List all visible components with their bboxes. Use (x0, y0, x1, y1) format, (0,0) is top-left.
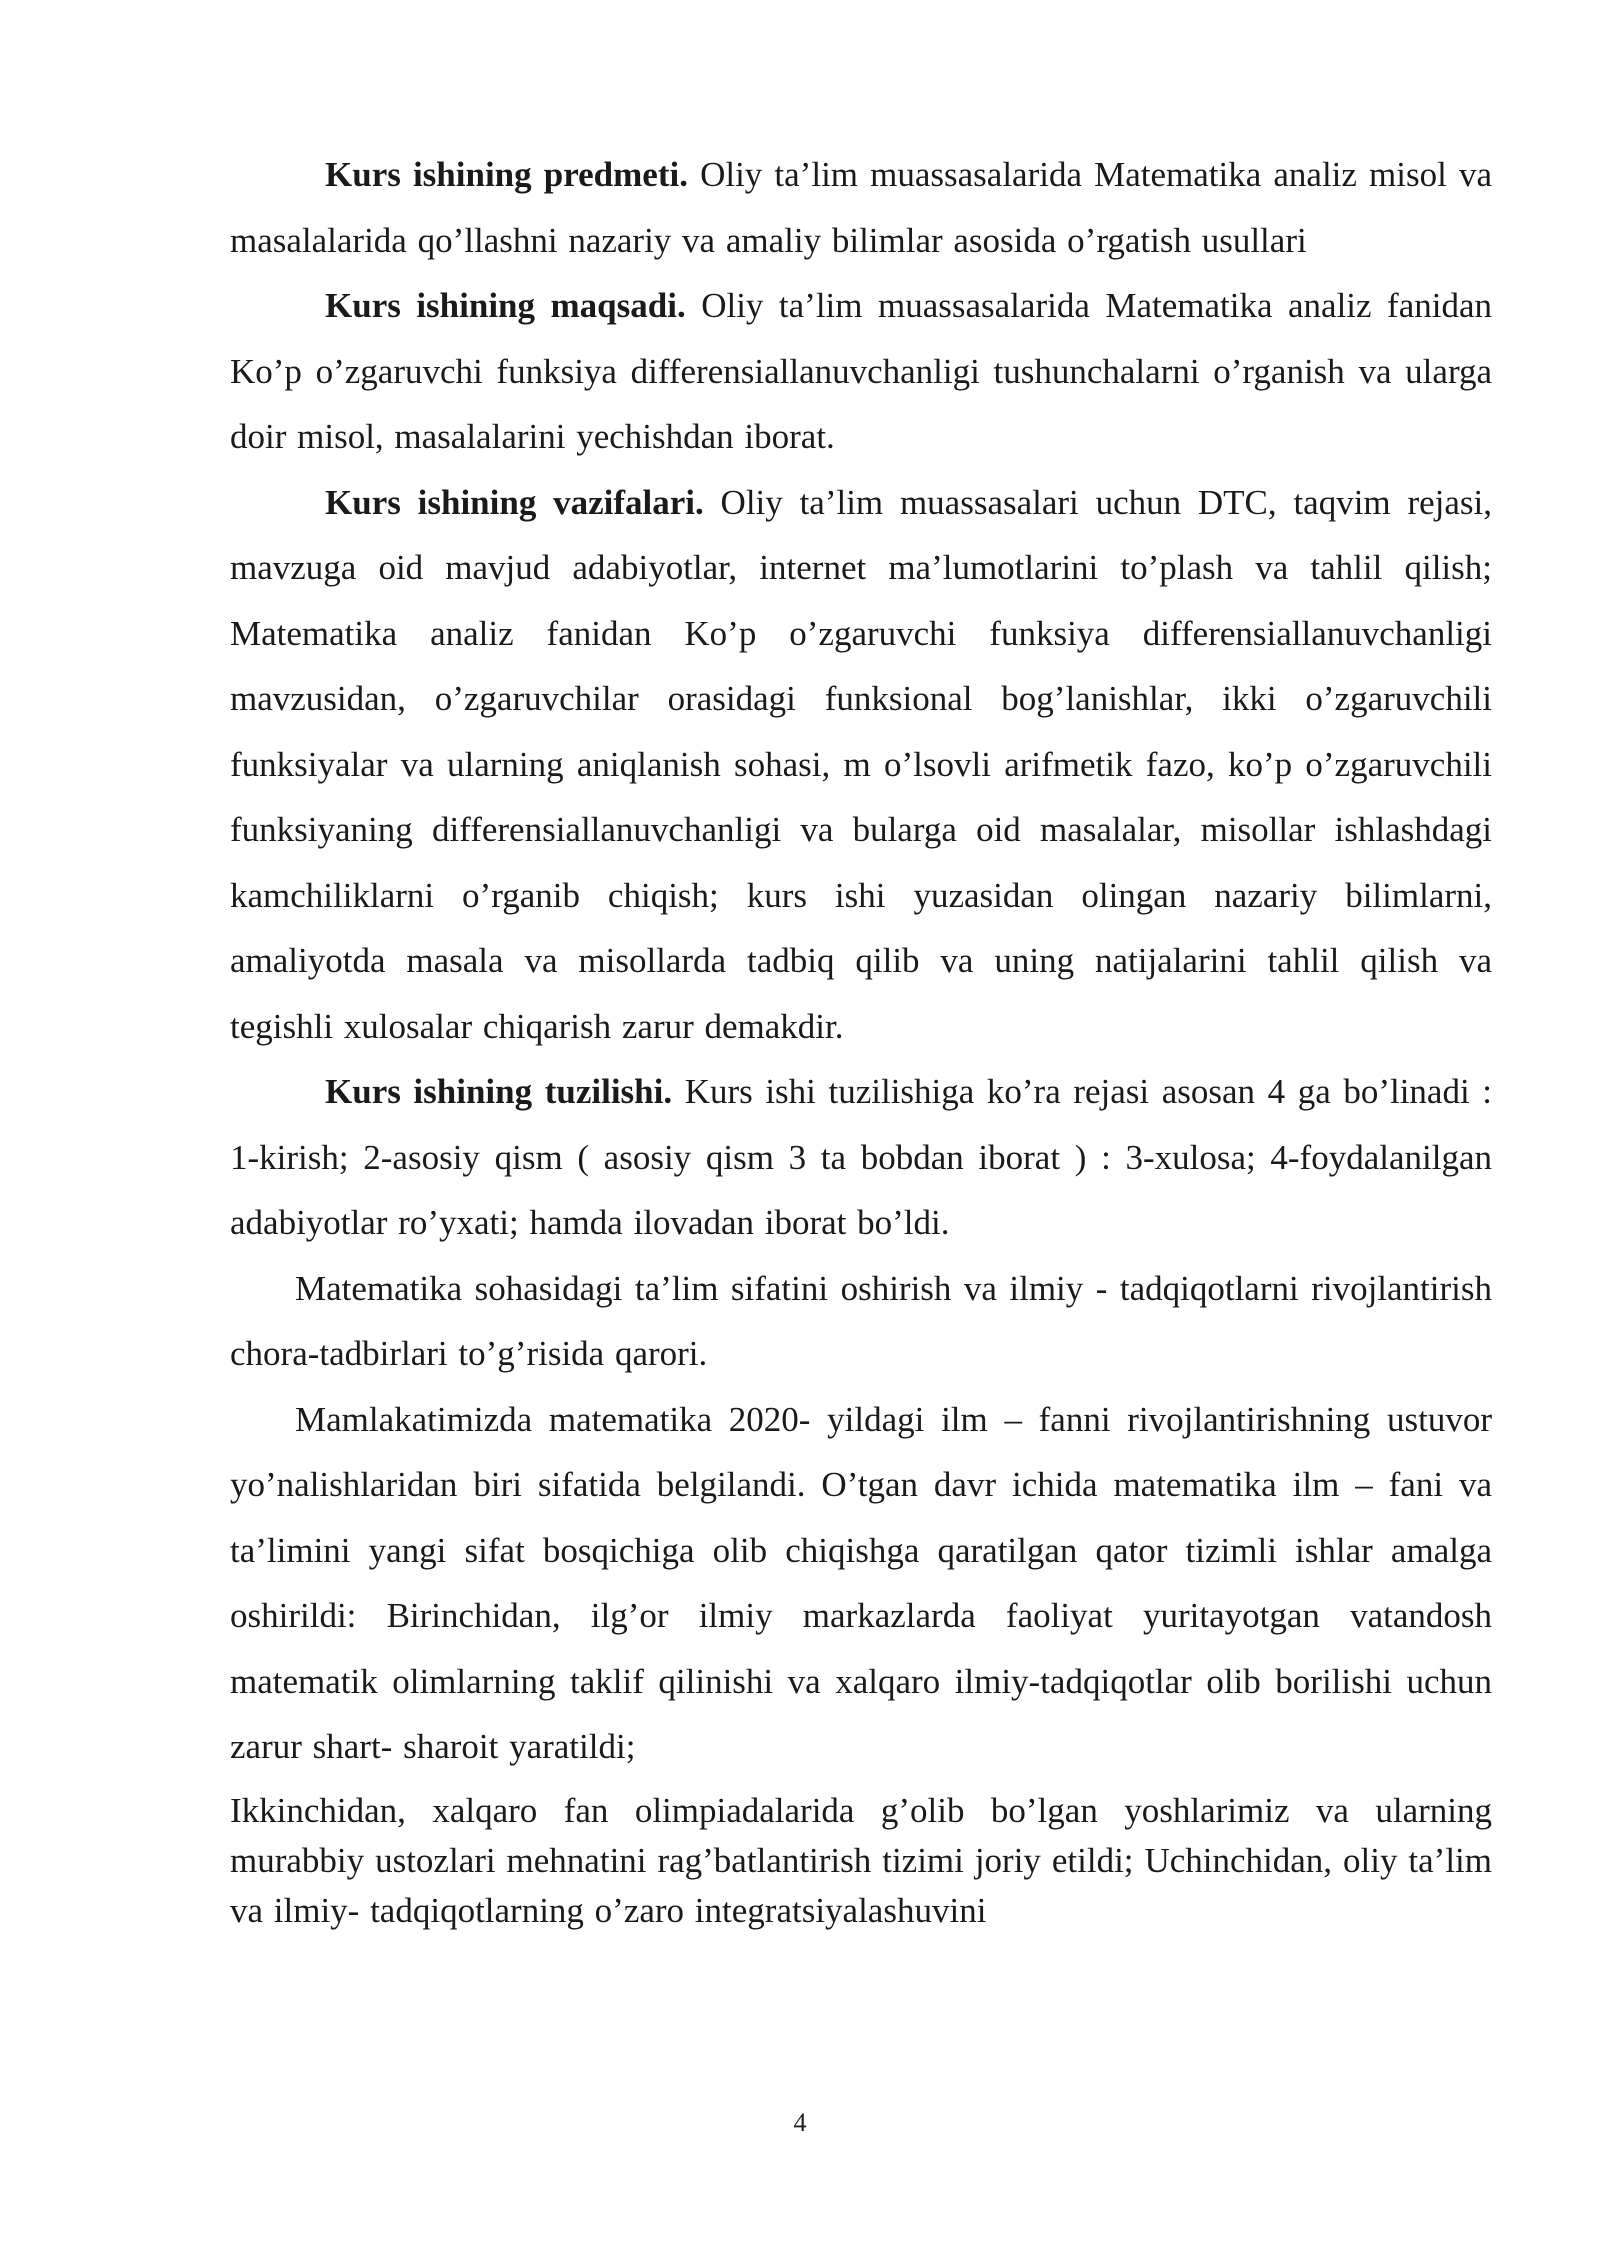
paragraph-text: Kurs ishi tuzilishiga ko’ra rejasi asosan 4 ga bo’linadi : 1-kirish; 2-asosiy qism ( asosiy qism 3 ta bobdan iborat ) : 3-xulosa; 4-foydalanilgan adabiyotlar ro’yxati; hamda ilovadan iborat bo’ldi. (230, 1072, 1492, 1242)
paragraph-text: Oliy ta’lim muassasalarida Matematika analiz fanidan Ko’p o’zgaruvchi funksiya differensiallanuvchanligi tushunchalarni o’rganish va ularga doir misol, masalalarini yechishdan iborat. (230, 286, 1492, 456)
paragraph-text: Ikkinchidan, xalqaro fan olimpiadalarida g’olib bo’lgan yoshlarimiz va ularning murabbiy ustozlari mehnatini rag’batlantirish tizimi joriy etildi; Uchinchidan, oliy ta’lim va ilmiy- tadqiqotlarning o’zaro integratsiyalashuvini (230, 1790, 1492, 1930)
paragraph-text: Matematika sohasidagi ta’lim sifatini oshirish va ilmiy - tadqiqotlarni rivojlantirish chora-tadbirlari to’g’risida qarori. (230, 1268, 1492, 1373)
paragraph-lead: Kurs ishining predmeti. (325, 155, 688, 194)
paragraph-tasks (230, 470, 1492, 1060)
paragraph-text: Mamlakatimizda matematika 2020- yildagi ilm – fanni rivojlantirishning ustuvor yo’nalishlaridan biri sifatida belgilandi. O’tgan davr ichida matematika ilm – fani va ta’limini yangi sifat bosqichiga olib chiqishga qaratilgan qator tizimli ishlar amalga oshirildi: Birinchidan, ilg’or ilmiy markazlarda faoliyat yuritayotgan vatandosh matematik olimlarning taklif qilinishi va xalqaro ilmiy-tadqiqotlar olib borilishi uchun zarur shart- sharoit yaratildi; (230, 1399, 1492, 1766)
paragraph-text: Oliy ta’lim muassasalari uchun DTC, taqvim rejasi, mavzuga oid mavjud adabiyotlar, internet ma’lumotlarini to’plash va tahlil qilish; Matematika analiz fanidan Ko’p o’zgaruvchi funksiya differensiallanuvchanligi mavzusidan, o’zgaruvchilar orasidagi funksional bog’lanishlar, ikki o’zgaruvchili funksiyalar va ularning aniqlanish sohasi, m o’lsovli arifmetik fazo, ko’p o’zgaruvchili funksiyaning differensiallanuvchanligi va bularga oid masalalar, misollar ishlashdagi kamchiliklarni o’rganib chiqish; kurs ishi yuzasidan olingan nazariy bilimlarni, amaliyotda masala va misollarda tadbiq qilib va uning natijalarini tahlil qilish va tegishli xulosalar chiqarish zarur demakdir. (230, 482, 1492, 1046)
paragraph-lead: Kurs ishining tuzilishi. (325, 1072, 673, 1111)
paragraph-structure (230, 1059, 1492, 1256)
paragraph-lead: Kurs ishining vazifalari. (325, 482, 704, 522)
paragraph-goal (230, 273, 1492, 470)
page-number: 4 (793, 2108, 807, 2137)
paragraph-lead: Kurs ishining maqsadi. (325, 286, 686, 325)
paragraph-priorities (230, 1387, 1492, 1780)
paragraph-text: Oliy ta’lim muassasalarida Matematika analiz misol va masalalarida qo’llashni nazariy va amaliy bilimlar asosida o’rgatish usullari (230, 155, 1492, 260)
page-body (230, 142, 1492, 1936)
paragraph-second-third (230, 1786, 1492, 1936)
paragraph-decree (230, 1256, 1492, 1387)
paragraph-subject (230, 142, 1492, 273)
